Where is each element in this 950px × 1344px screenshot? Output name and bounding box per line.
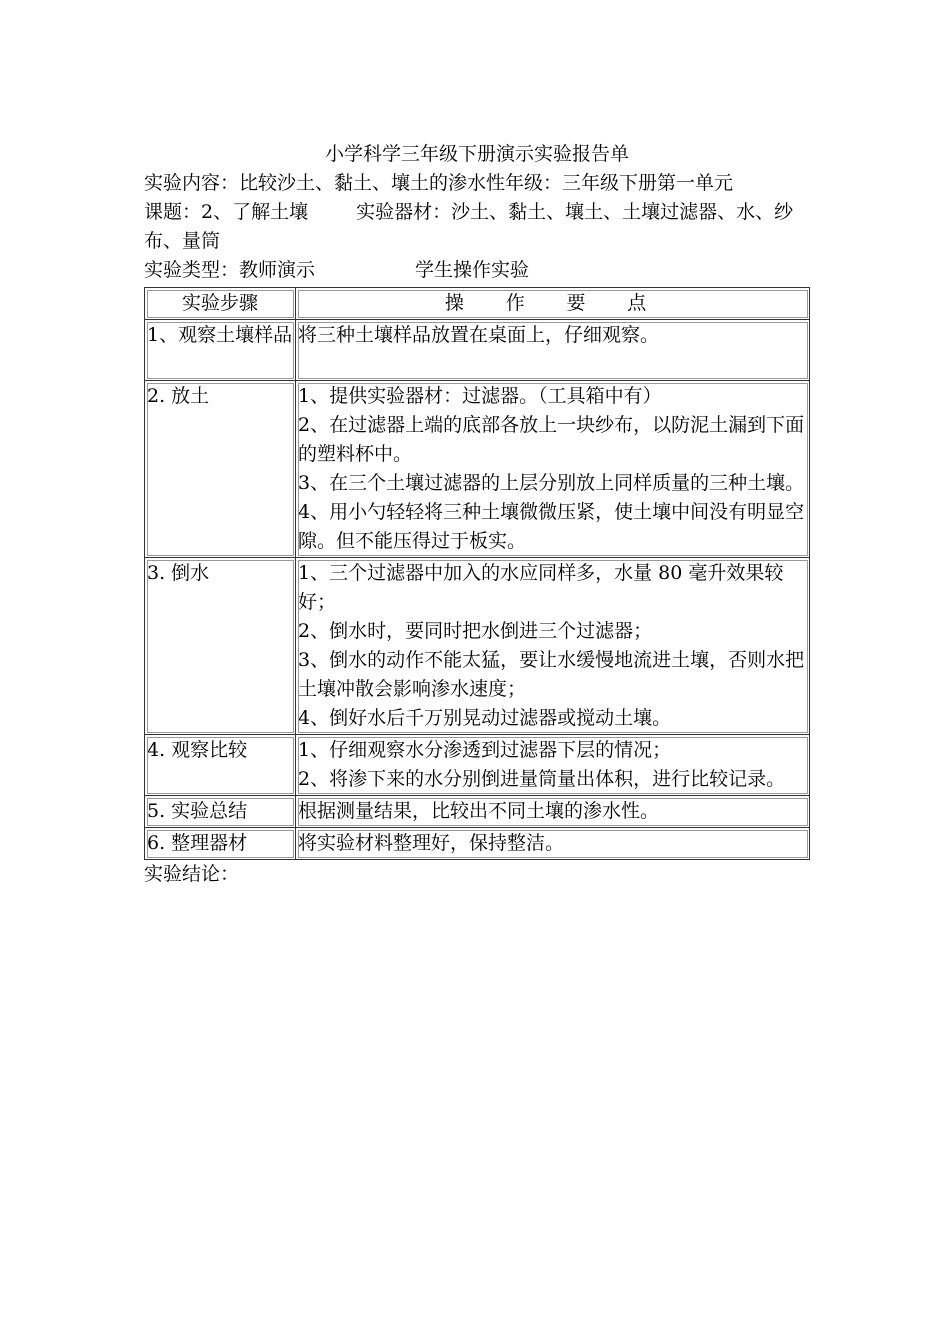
report-content	[144, 140, 810, 889]
point-text: 将三种土壤样品放置在桌面上，仔细观察。	[298, 324, 660, 346]
document-title: 小学科学三年级下册演示实验报告单	[324, 143, 629, 165]
step-cell: 4. 观察比较	[145, 735, 296, 796]
experiment-type-line	[144, 256, 810, 285]
point-text: 3、在三个土壤过滤器的上层分别放上同样质量的三种土壤。	[298, 472, 805, 494]
points-cell	[296, 735, 810, 796]
points-cell	[296, 796, 810, 828]
type-label: 实验类型：教师演示	[144, 259, 316, 281]
table-row	[145, 320, 810, 381]
points-cell	[296, 828, 810, 860]
materials-text: 实验器材：沙土、黏土、壤土、土壤过滤器、水、纱布、量筒	[144, 201, 794, 252]
point-text: 4、用小勺轻轻将三种土壤微微压紧，使土壤中间没有明显空隙。但不能压得过于板实。	[298, 501, 805, 552]
point-text: 2、在过滤器上端的底部各放上一块纱布，以防泥土漏到下面的塑料杯中。	[298, 414, 805, 465]
step-cell: 1、观察土壤样品	[145, 320, 296, 381]
point-text: 2、将渗下来的水分别倒进量筒量出体积，进行比较记录。	[298, 768, 786, 790]
topic-text: 课题：2、了解土壤	[144, 201, 309, 223]
table-row	[145, 828, 810, 860]
col-header-points: 操作要点	[296, 288, 810, 320]
experiment-content-line: 实验内容：比较沙土、黏土、壤土的渗水性年级：三年级下册第一单元	[144, 172, 734, 194]
points-cell	[296, 381, 810, 558]
conclusion-label: 实验结论：	[144, 863, 240, 885]
table-row	[145, 796, 810, 828]
step-cell: 5. 实验总结	[145, 796, 296, 828]
point-text: 3、倒水的动作不能太猛，要让水缓慢地流进土壤，否则水把土壤冲散会影响渗水速度；	[298, 649, 805, 700]
table-header-row	[145, 288, 810, 320]
table-row	[145, 735, 810, 796]
point-text: 1、仔细观察水分渗透到过滤器下层的情况；	[298, 739, 672, 761]
point-text: 1、提供实验器材：过滤器。（工具箱中有）	[298, 385, 662, 407]
col-header-steps: 实验步骤	[145, 288, 296, 320]
point-text: 根据测量结果，比较出不同土壤的渗水性。	[298, 800, 660, 822]
point-text: 4、倒好水后千万别晃动过滤器或搅动土壤。	[298, 707, 672, 729]
points-cell	[296, 558, 810, 735]
point-text: 2、倒水时，要同时把水倒进三个过滤器；	[298, 620, 653, 642]
table-row	[145, 558, 810, 735]
steps-table	[144, 287, 810, 860]
step-cell: 6. 整理器材	[145, 828, 296, 860]
step-cell: 3. 倒水	[145, 558, 296, 735]
step-cell: 2. 放土	[145, 381, 296, 558]
table-row	[145, 381, 810, 558]
points-cell	[296, 320, 810, 381]
topic-materials-line	[144, 198, 810, 256]
point-text: 1、三个过滤器中加入的水应同样多，水量 80 毫升效果较好；	[298, 562, 784, 613]
type-option-student: 学生操作实验	[415, 259, 530, 281]
point-spacer	[298, 350, 807, 379]
point-text: 将实验材料整理好，保持整洁。	[298, 832, 565, 854]
